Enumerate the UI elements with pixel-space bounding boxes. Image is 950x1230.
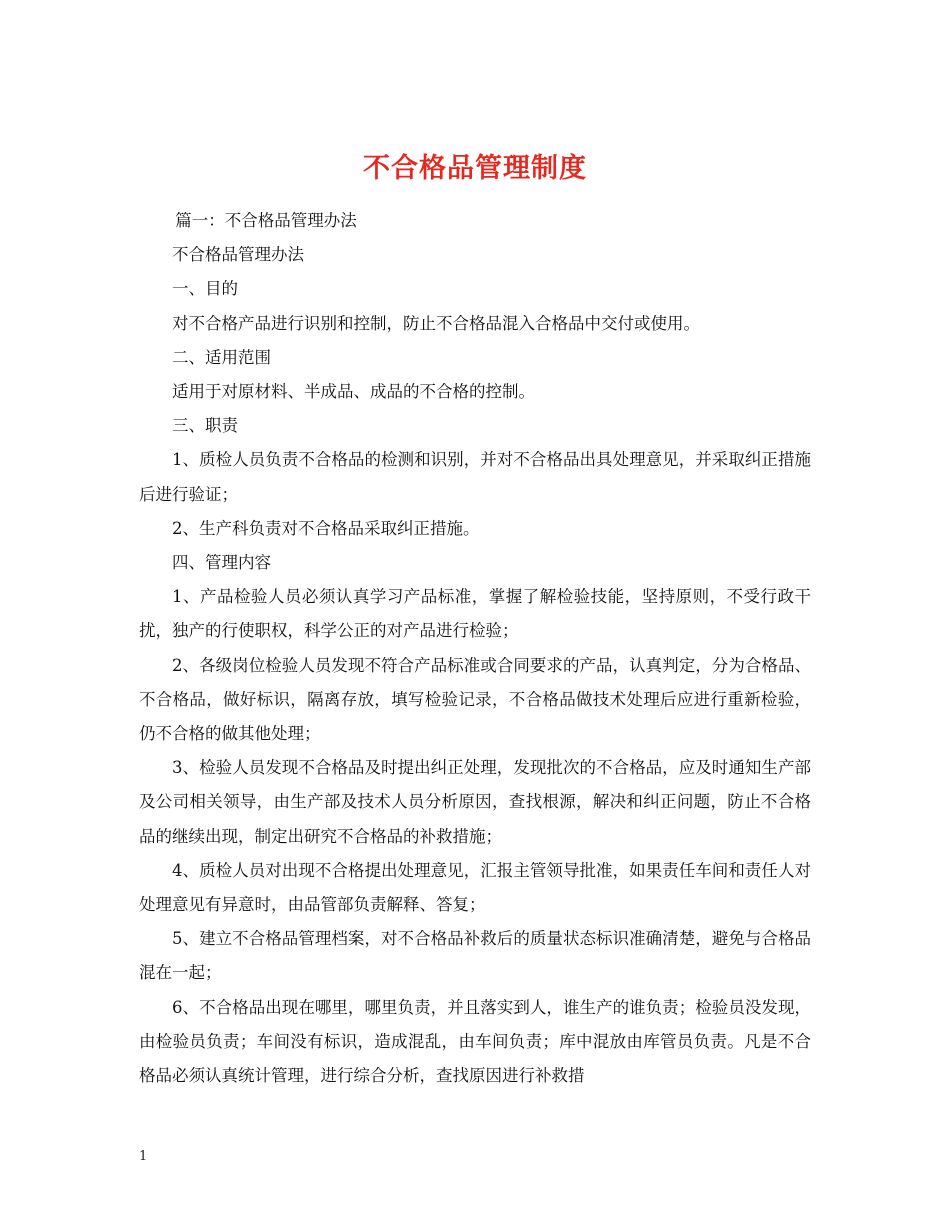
paragraph: 6、不合格品出现在哪里，哪里负责，并且落实到人，谁生产的谁负责；检验员没发现，由检验员负责；车间没有标识，造成混乱，由车间负责；库中混放由库管员负责。凡是不合格品必须认真统计管理，进行综合分析，查找原因进行补救措	[139, 997, 811, 1086]
document-body	[139, 204, 811, 1093]
section-heading: 四、管理内容	[172, 553, 271, 573]
page-title: 不合格品管理制度	[363, 153, 587, 185]
paragraph: 对不合格产品进行识别和控制，防止不合格品混入合格品中交付或使用。	[172, 313, 700, 333]
paragraph: 3、检验人员发现不合格品及时提出纠正处理，发现批次的不合格品，应及时通知生产部及公司相关领导，由生产部及技术人员分析原因，查找根源，解决和纠正问题，防止不合格品的继续出现，制定出研究不合格品的补救措施；	[139, 758, 811, 846]
section-heading: 一、目的	[172, 279, 238, 299]
paragraph: 2、生产科负责对不合格品采取纠正措施。	[172, 518, 480, 538]
paragraph: 2、各级岗位检验人员发现不符合产品标准或合同要求的产品，认真判定，分为合格品、不合格品，做好标识，隔离存放，填写检验记录，不合格品做技术处理后应进行重新检验，仍不合格的做其他处理；	[139, 655, 811, 744]
section-heading: 二、适用范围	[172, 347, 271, 367]
section-heading: 篇一：不合格品管理办法	[175, 211, 357, 230]
paragraph: 1、产品检验人员必须认真学习产品标准，掌握了解检验技能，坚持原则，不受行政干扰，独产的行使职权，科学公正的对产品进行检验；	[139, 587, 811, 641]
paragraph: 1、质检人员负责不合格品的检测和识别，并对不合格品出具处理意见，并采取纠正措施后进行验证；	[139, 450, 811, 504]
section-heading: 三、职责	[172, 416, 238, 436]
paragraph: 适用于对原材料、半成品、成品的不合格的控制。	[172, 382, 535, 402]
paragraph: 5、建立不合格品管理档案，对不合格品补救后的质量状态标识准确清楚，避免与合格品混在一起；	[139, 929, 811, 983]
paragraph: 4、质检人员对出现不合格提出处理意见，汇报主管领导批准，如果责任车间和责任人对处理意见有异意时，由品管部负责解释、答复；	[139, 860, 811, 915]
subheading: 不合格品管理办法	[172, 245, 304, 265]
page-number: 1	[139, 1149, 148, 1164]
